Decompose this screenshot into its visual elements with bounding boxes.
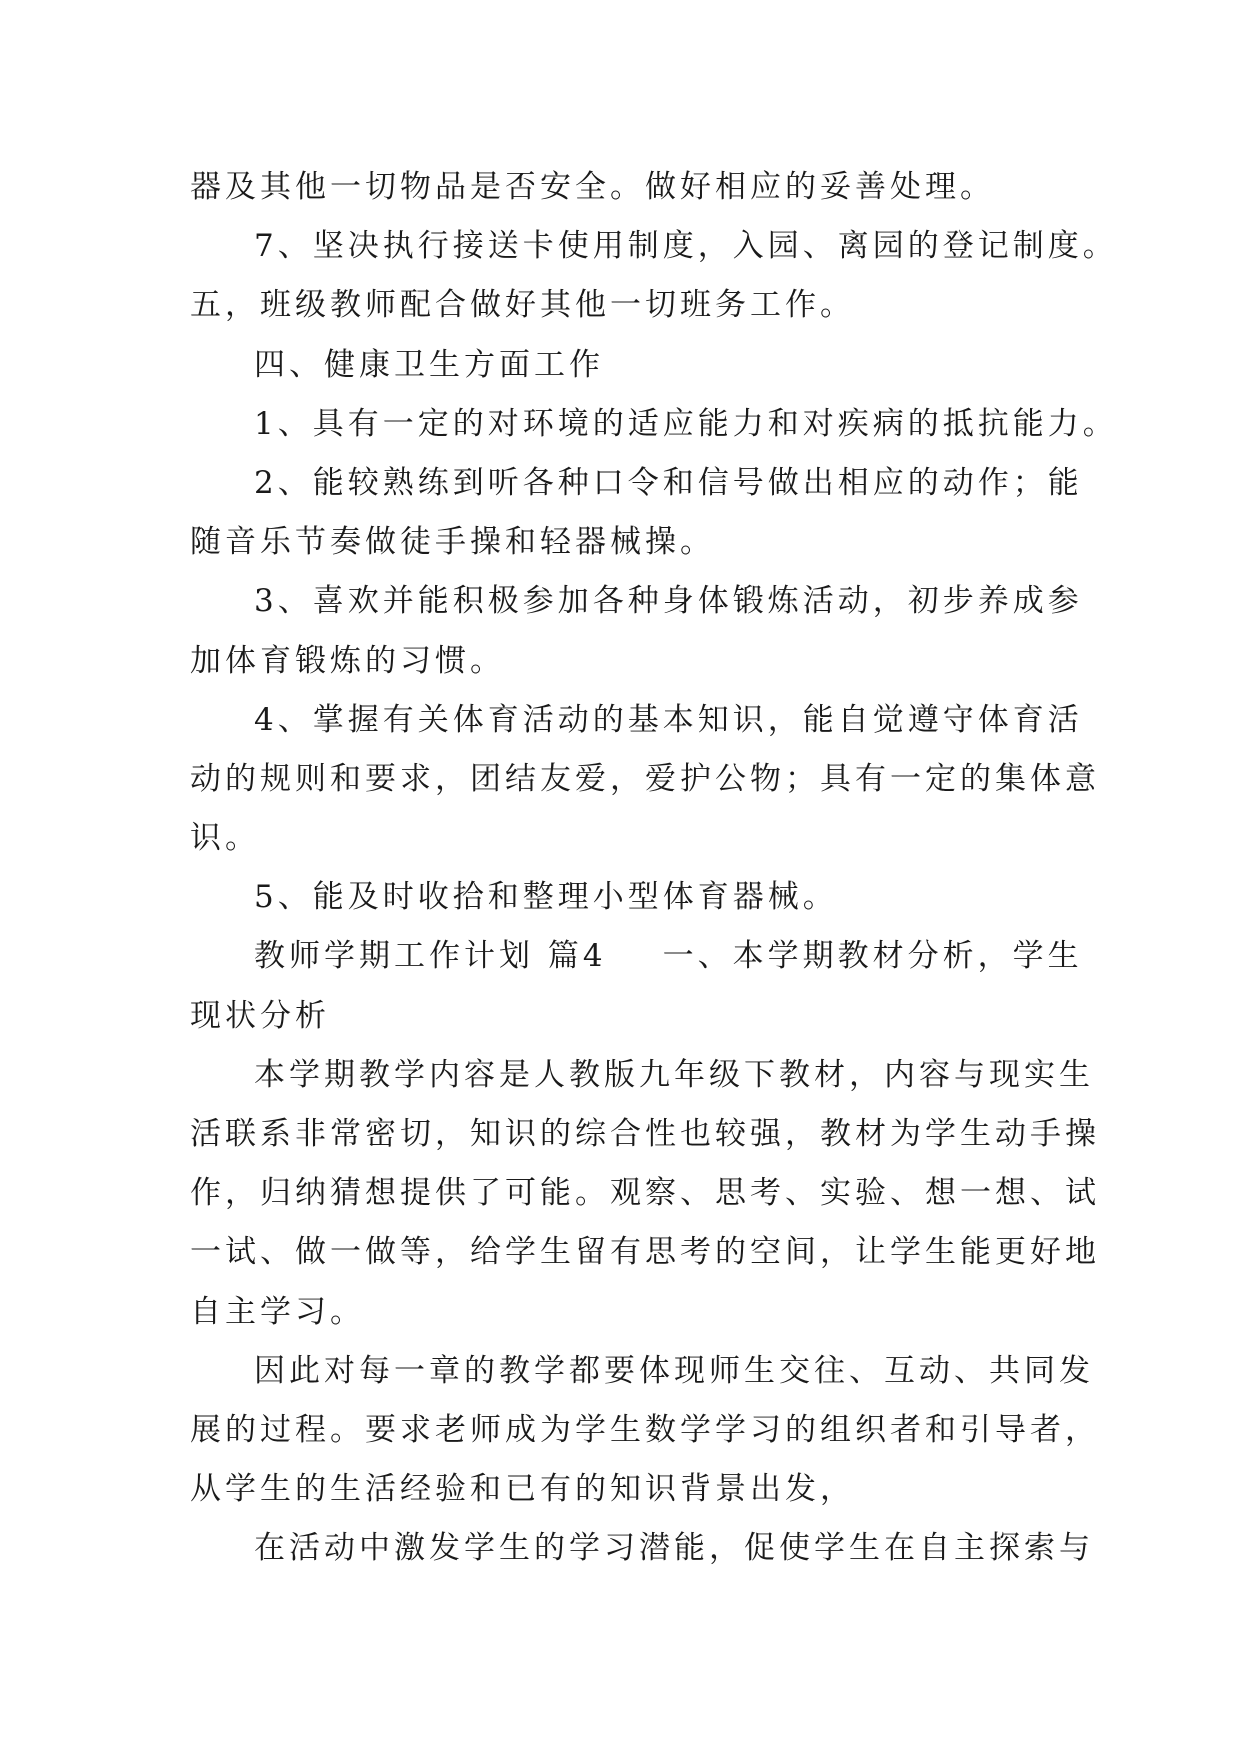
article-title: 教师学期工作计划 篇4 xyxy=(254,938,607,975)
text-line: 器及其他一切物品是否安全。做好相应的妥善处理。 xyxy=(190,169,995,205)
text-line: 随音乐节奏做徒手操和轻器械操。 xyxy=(190,524,715,561)
text-line: 1、具有一定的对环境的适应能力和对疾病的抵抗能力。 xyxy=(254,405,1118,442)
document-body xyxy=(190,158,1118,1579)
text-line: 4、掌握有关体育活动的基本知识，能自觉遵守体育活 xyxy=(254,701,1083,738)
text-line: 动的规则和要求，团结友爱，爱护公物；具有一定的集体意 xyxy=(190,760,1100,797)
text-line xyxy=(190,927,1083,986)
text-line: 在活动中激发学生的学习潜能，促使学生在自主探索与 xyxy=(254,1530,1094,1567)
text-line: 从学生的生活经验和已有的知识背景出发， xyxy=(190,1471,855,1508)
text-line: 5、能及时收拾和整理小型体育器械。 xyxy=(254,879,838,916)
text-line: 展的过程。要求老师成为学生数学学习的组织者和引导者， xyxy=(190,1411,1100,1448)
section-heading: 一、本学期教材分析，学生 xyxy=(662,938,1083,975)
text-line: 作，归纳猜想提供了可能。观察、思考、实验、想一想、试 xyxy=(190,1175,1100,1212)
text-line: 加体育锻炼的习惯。 xyxy=(190,642,505,679)
text-line: 自主学习。 xyxy=(190,1293,365,1330)
text-line: 一试、做一做等，给学生留有思考的空间，让学生能更好地 xyxy=(190,1234,1100,1271)
text-line: 识。 xyxy=(190,820,260,857)
text-line: 活联系非常密切，知识的综合性也较强，教材为学生动手操 xyxy=(190,1116,1100,1152)
text-line: 7、坚决执行接送卡使用制度，入园、离园的登记制度。 xyxy=(254,228,1118,265)
text-line: 2、能较熟练到听各种口令和信号做出相应的动作；能 xyxy=(254,464,1083,501)
text-line: 3、喜欢并能积极参加各种身体锻炼活动，初步养成参 xyxy=(254,583,1083,620)
section-heading: 四、健康卫生方面工作 xyxy=(254,346,604,383)
text-line: 五，班级教师配合做好其他一切班务工作。 xyxy=(190,287,855,324)
text-line: 现状分析 xyxy=(190,997,330,1034)
text-line: 本学期教学内容是人教版九年级下教材，内容与现实生 xyxy=(254,1056,1094,1093)
text-line: 因此对每一章的教学都要体现师生交往、互动、共同发 xyxy=(254,1352,1094,1389)
